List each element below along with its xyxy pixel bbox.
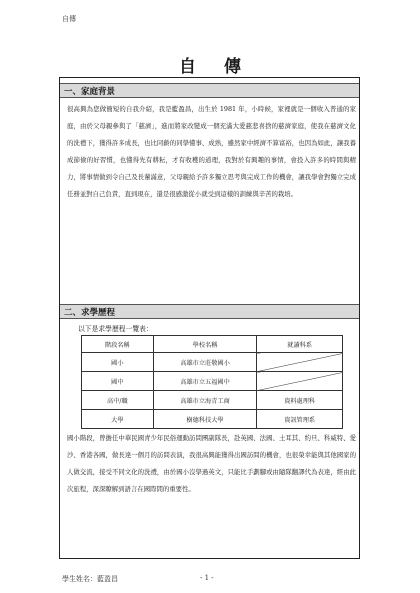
table-row: [82, 391, 343, 410]
table-header-school: 學校名稱: [153, 336, 257, 353]
section-heading-education-label: 二、求學歷程: [64, 308, 116, 318]
section-heading-family-label: 一、家庭背景: [64, 87, 116, 97]
table-cell-school: 高雄市立海青工商: [153, 391, 257, 410]
table-cell-stage: 國中: [82, 372, 154, 391]
family-background-paragraph: 很高興為您做簡短的自我介紹，我是藍盈昌，出生於 1981 年，小時候，家裡就是一個收入普通的家庭，由於父母親參與了「慈濟」，進而將家改變成一個充滿大愛慈悲喜捨的慈濟家庭，使我在慈濟文化的洗禮下，獲得許多成長，也比同齡的同學懂事、成熟，雖然家中經濟不算富裕，也因為如此，讓我養成節儉的好習慣，也懂得先有耕耘，才有收穫的道理，我對於有興趣的事情，會投入許多的時間與精力，將事情做到令自己及長輩滿意，父母親給予許多獨立思考與完成工作的機會，讓我學會對獨立完成任務並對自己負責，直到現在，還是很感激從小就受到這樣的訓練與辛苦的栽培。: [67, 105, 356, 198]
table-row: [82, 372, 343, 391]
table-cell-dept-empty: [257, 353, 343, 372]
table-cell-dept: 資料處理科: [257, 391, 343, 410]
table-header-stage: 階段名稱: [82, 336, 154, 353]
table-cell-dept-empty: [257, 372, 343, 391]
page-header-label: 自傳: [62, 15, 76, 23]
table-cell-stage: 國小: [82, 353, 154, 372]
footer-page-number: - 1 -: [200, 574, 214, 582]
table-cell-stage: 大學: [82, 410, 154, 429]
education-intro: 以下是求學歷程一覽表：: [78, 325, 153, 333]
table-cell-stage: 高中/職: [82, 391, 154, 410]
table-header-dept: 就讀科系: [257, 336, 343, 353]
education-table: [81, 335, 343, 429]
table-cell-dept: 資訊管理系: [257, 410, 343, 429]
table-row: [82, 410, 343, 429]
page-title: 自傳: [179, 57, 269, 77]
footer-student-name: 學生姓名：藍盈昌: [62, 575, 118, 583]
section-heading-family: [60, 83, 359, 98]
content-frame: [59, 77, 360, 559]
table-header-row: [82, 336, 343, 353]
education-paragraph: 國小階段，曾擔任中華民國青少年民俗運動訪問團副隊長，赴英國、法國、土耳其、約旦、科威特、愛沙、香港各國，做長達一個月的訪問表演，我很高興能獲得出國訪問的機會，也很榮幸能與其他國家的人做交流，接受不同文化的洗禮，由於國小沒學過英文，只能比手劃腳或由隨隊翻譯代為表達，經由此次旅程，深深瞭解到語言在國際間的重要性。: [67, 434, 356, 493]
table-row: [82, 353, 343, 372]
table-cell-school: 高雄市立五福國中: [153, 372, 257, 391]
table-cell-school: 高雄市立莊敬國小: [153, 353, 257, 372]
table-cell-school: 樹德科技大學: [153, 410, 257, 429]
section-heading-education: [60, 304, 359, 319]
